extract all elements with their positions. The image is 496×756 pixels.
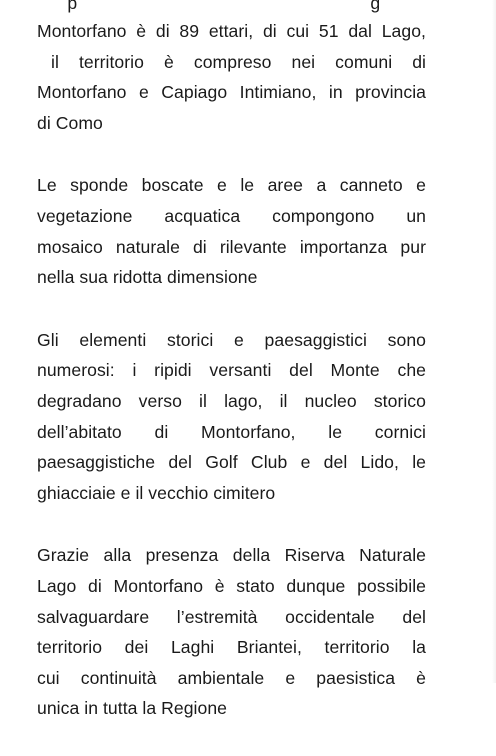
text-line: vegetazione acquatica compongono un xyxy=(37,205,426,226)
text-line: Grazie alla presenza della Riserva Naturale xyxy=(37,545,426,566)
page-edge-shadow xyxy=(492,0,496,683)
text-line: ghiacciaie e il vecchio cimitero xyxy=(37,482,276,503)
text-line: cui continuità ambientale e paesistica è xyxy=(37,667,426,688)
text-line: unica in tutta la Regione xyxy=(37,698,228,719)
text-line: territorio dei Laghi Briantei, territorio la xyxy=(37,637,426,658)
text-line: dell’abitato di Montorfano, le cornici xyxy=(37,421,426,442)
document-body xyxy=(37,16,426,756)
clipped-previous-line: p g xyxy=(38,0,381,13)
text-line: numerosi: i ripidi versanti del Monte che xyxy=(37,360,426,381)
text-line: Montorfano e Capiago Intimiano, in provincia xyxy=(37,82,426,103)
text-line: Gli elementi storici e paesaggistici sono xyxy=(37,329,426,350)
text-line: mosaico naturale di rilevante importanza pur xyxy=(37,236,426,257)
text-line: nella sua ridotta dimensione xyxy=(37,267,258,288)
text-line: di Como xyxy=(37,112,103,133)
paragraph-area-description xyxy=(37,16,426,138)
text-line: il territorio è compreso nei comuni di xyxy=(51,51,426,72)
paragraph-vegetation xyxy=(37,170,426,292)
paragraph-historic-elements xyxy=(37,325,426,509)
text-line: Lago di Montorfano è stato dunque possibile xyxy=(37,575,426,596)
text-line: salvaguardare l’estremità occidentale del xyxy=(37,606,426,627)
paragraph-reserve xyxy=(37,540,426,724)
text-line: Montorfano è di 89 ettari, di cui 51 dal Lago, xyxy=(37,21,426,41)
text-line: Le sponde boscate e le aree a canneto e xyxy=(37,175,426,196)
text-line: paesaggistiche del Golf Club e del Lido, le xyxy=(37,452,426,473)
text-line: degradano verso il lago, il nucleo storico xyxy=(37,390,426,411)
